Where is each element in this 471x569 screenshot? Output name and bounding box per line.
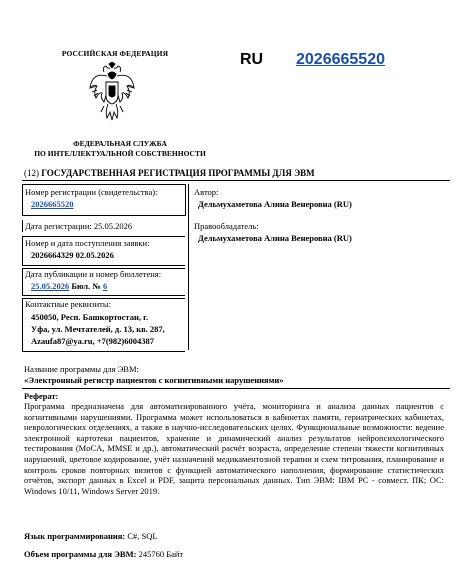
column-divider [188,184,189,350]
language-line [24,531,158,541]
program-name-label: Название программы для ЭВМ: [24,364,139,374]
contacts-line-3: Azaufa87@ya.ru, +7(982)6004387 [31,336,155,346]
author-value: Дельмухаметова Алина Венеровна (RU) [198,199,352,209]
divider-mid [22,388,450,389]
document-type-title: ГОСУДАРСТВЕННАЯ РЕГИСТРАЦИЯ ПРОГРАММЫ ДЛЯ ЭВМ [41,168,315,178]
contacts-label: Контактные реквизиты: [25,299,111,309]
country-name: РОССИЙСКАЯ ФЕДЕРАЦИЯ [61,49,169,58]
bulletin-number-link[interactable]: 6 [102,281,108,291]
owner-value: Дельмухаметова Алина Венеровна (RU) [198,233,352,243]
size-label: Объем программы для ЭВМ: [24,549,137,559]
owner-label: Правообладатель: [194,221,259,231]
contacts-line-1: 450050, Респ. Башкортостан, г. [31,312,149,322]
publication-value [31,281,107,291]
document-type [24,168,315,178]
date-reg-value: 25.05.2026 [93,221,133,231]
country-code: RU [240,51,264,68]
reg-number-link[interactable]: 2026665520 [31,199,74,209]
language-value: C#, SQL [127,531,158,541]
abstract-text: Программа предназначена для автоматизированного учёта, мониторинга и анализа данных пациентов с когнитивными нарушениями. Программа может использоваться в кабинетах памяти, гериатрических кабинетах, неврологических отделениях, а также в научно-исследовательских целях. Функциональные возможности: ведение электронной картотеки пациентов, хранение и динамический анализ результатов нейропсихологического тестирования (MoCA, MMSE и др.), автоматический расчёт возраста, определение степени тяжести когнитивных нарушений, цветовое кодирование, учёт назначений медикаментозной терапии и схем титрования, планирование и контроль сроков повторных визитов с функцией автоматического наполнения, формирование статистических отчётов, экспорт данных в Excel и PDF, защита персональных данных. Тип ЭВМ: IBM PC - совмест. ПК; ОС: Windows 10/11, Windows Server 2019. [24,401,444,496]
agency-line-2: ПО ИНТЕЛЛЕКТУАЛЬНОЙ СОБСТВЕННОСТИ [34,149,206,158]
application-label: Номер и дата поступления заявки: [25,238,150,248]
abstract-label: Реферат: [24,391,59,401]
date-reg-label: Дата регистрации: [25,221,92,231]
language-label: Язык программирования: [24,531,126,541]
date-reg-line [25,221,132,231]
application-value: 2026664329 02.05.2026 [31,250,114,260]
divider-top [22,180,450,181]
document-type-code: (12) [24,168,39,178]
program-name-value: «Электронный регистр пациентов с когнитивными нарушениями» [24,375,284,385]
author-label: Автор: [194,187,219,197]
bulletin-label: Бюл. № [71,281,101,291]
publication-label: Дата публикации и номер бюллетеня: [25,269,162,279]
contacts-value [31,311,165,347]
agency-line-1: ФЕДЕРАЛЬНАЯ СЛУЖБА [73,139,167,148]
publication-date-link[interactable]: 25.05.2026 [31,281,70,291]
reg-number-label: Номер регистрации (свидетельства): [25,187,158,197]
size-value: 245760 Байт [138,549,184,559]
contacts-line-2: Уфа, ул. Мечтателей, д. 13, кв. 287, [31,324,165,334]
agency-name [30,139,210,159]
coat-of-arms-icon [88,62,136,134]
size-line [24,549,183,559]
registration-number-header[interactable]: 2026665520 [296,51,385,68]
